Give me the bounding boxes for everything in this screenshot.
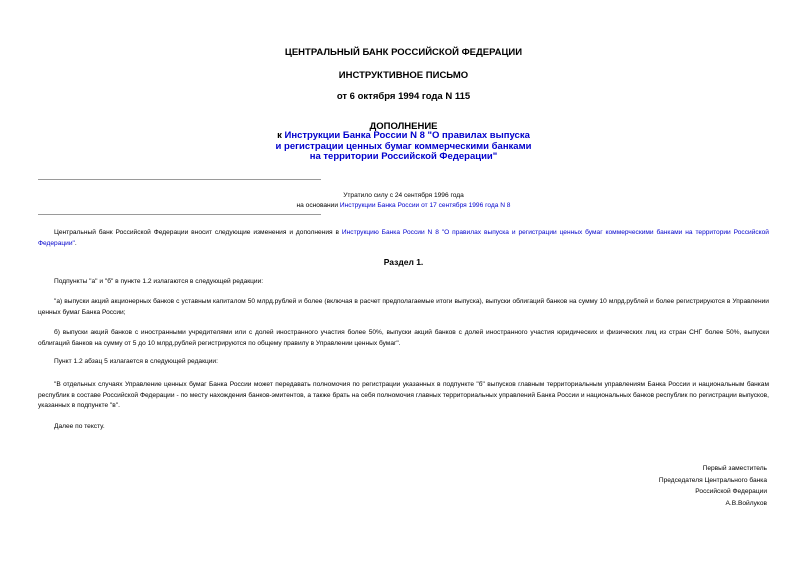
signature-block: [659, 463, 767, 509]
paragraph-point: Пункт 1.2 абзац 5 излагается в следующей редакции:: [54, 358, 218, 365]
document-type: ИНСТРУКТИВНОЕ ПИСЬМО: [338, 70, 469, 81]
subtitle-prefix: к: [277, 130, 285, 141]
divider-bottom: [38, 214, 321, 215]
paragraph-subpoint-b: б) выпуски акций банков с иностранными учредителями или с долей иностранного участия более 50%, выпуски акций банков с долей иностранного участия юридических и физических лиц из стран СНГ более 50%, выпуски облигаций банков на сумму от 5 до 10 млрд.рублей регистрируются по общему правилу в Управлении ценных бумаг".: [38, 329, 769, 347]
status-line2-prefix: на основании: [296, 202, 340, 209]
intro-prefix: Центральный банк Российской Федерации вносит следующие изменения и дополнения в: [54, 229, 342, 236]
paragraph-subpoint-a: "а) выпуски акций акционерных банков с уставным капиталом 50 млрд.рублей и более (включая в расчет предполагаемые итоги выпуска), выпуски облигаций банков на сумму 10 млрд.рублей и более регистрируются в Управлении ценных бумаг Банка России;: [38, 298, 769, 316]
document-date-number: от 6 октября 1994 года N 115: [336, 91, 471, 102]
status-line1: Утратило силу с 24 сентября 1996 года: [343, 192, 464, 199]
document-subtitle: [0, 131, 807, 163]
signature-line3: Российской Федерации: [695, 488, 767, 495]
divider-top: [38, 179, 321, 180]
instruction-8-link-line2[interactable]: и регистрации ценных бумаг коммерческими банками: [275, 140, 532, 152]
paragraph-quote: "В отдельных случаях Управление ценных бумаг Банка России может передавать полномочия по регистрации указанных в подпункте "б" выпусков главным территориальным управлениям Банка России и национальным банкам республик в составе Российской Федерации - по месту нахождения банков-эмитентов, а также брать на себя полномочия главных территориальных управлений Банка России и национальных банков республик по регистрации выпусков, указанных в подпункте "в".: [38, 381, 769, 409]
intro-paragraph: [38, 228, 769, 249]
status-note: [0, 191, 807, 211]
replacing-instruction-link[interactable]: Инструкции Банка России от 17 сентября 1996 года N 8: [339, 202, 511, 209]
instruction-8-link-line1[interactable]: Инструкции Банка России N 8 "О правилах выпуска: [284, 130, 530, 141]
paragraph-further: Далее по тексту.: [54, 423, 105, 430]
document-title: ДОПОЛНЕНИЕ: [369, 121, 438, 132]
signature-name: А.В.Войлуков: [725, 499, 767, 507]
section-title: Раздел 1.: [383, 257, 424, 267]
instruction-8-link-line3[interactable]: на территории Российской Федерации": [309, 151, 498, 162]
paragraph-subpoints: Подпункты "а" и "б" в пункте 1.2 излагаются в следующей редакции:: [54, 278, 264, 285]
signature-line2: Председателя Центрального банка: [658, 476, 767, 484]
intro-suffix: .: [74, 239, 77, 247]
instruction-link[interactable]: Инструкцию Банка России N 8 "О правилах выпуска и регистрации ценных бумаг коммерческими банками на территории Российской Федерации": [38, 229, 769, 247]
signature-line1: Первый заместитель: [702, 465, 767, 472]
document-issuer: ЦЕНТРАЛЬНЫЙ БАНК РОССИЙСКОЙ ФЕДЕРАЦИИ: [284, 47, 523, 58]
